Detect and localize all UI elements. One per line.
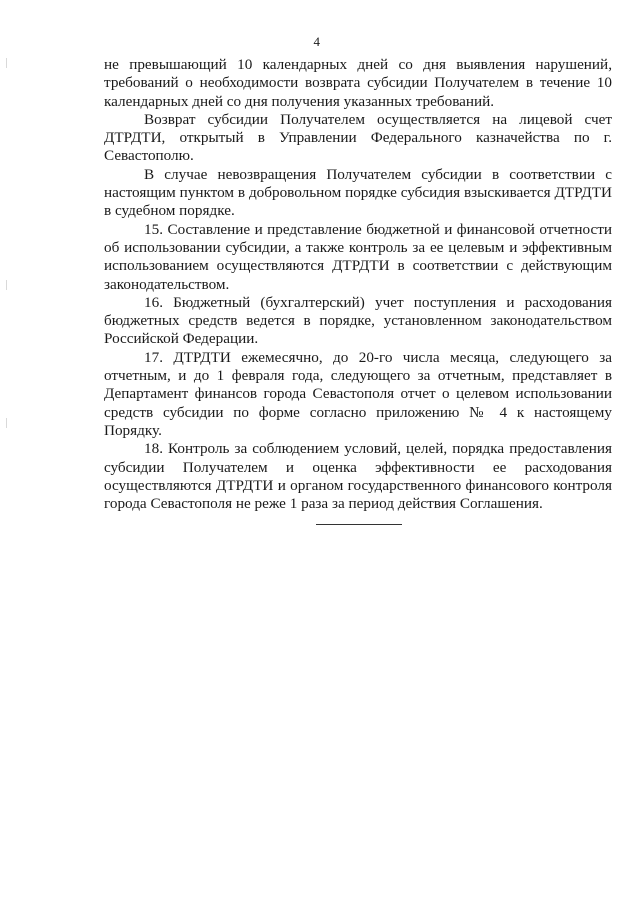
paragraph-15: 15. Составление и представление бюджетной и финансовой отчетности об использовании субсидии, а также контроль за ее целевым и эффективным использованием осуществляются ДТРДТИ в соответствии с действующим законодательством. [104,220,612,293]
scan-margin-mark [6,418,11,428]
paragraph-17: 17. ДТРДТИ ежемесячно, до 20-го числа месяца, следующего за отчетным, и до 1 февраля года, следующего за отчетным, представляет в Департамент финансов города Севастополя отчет о целевом использовании средств субсидии по форме согласно приложению № 4 к настоящему Порядку. [104,348,612,439]
paragraph-nonreturn: В случае невозвращения Получателем субсидии в соответствии с настоящим пунктом в добровольном порядке субсидия взыскивается ДТРДТИ в судебном порядке. [104,165,612,220]
scan-margin-mark [6,280,11,290]
paragraph-continuation: не превышающий 10 календарных дней со дня выявления нарушений, требований о необходимости возврата субсидии Получателем в течение 10 календарных дней со дня получения указанных требований. [104,56,612,110]
document-body [104,56,612,513]
paragraph-18: 18. Контроль за соблюдением условий, целей, порядка предоставления субсидии Получателем и оценка эффективности ее расходования осуществляются ДТРДТИ и органом государственного финансового контроля города Севастополя не реже 1 раза за период действия Соглашения. [104,440,612,513]
paragraph-16: 16. Бюджетный (бухгалтерский) учет поступления и расходования бюджетных средств ведется в порядке, установленном законодательством Российской Федерации. [104,293,612,348]
page-number: 4 [313,34,321,49]
closing-rule [316,524,402,525]
paragraph-return-account: Возврат субсидии Получателем осуществляется на лицевой счет ДТРДТИ, открытый в Управлении Федерального казначейства по г. Севастополю. [104,110,612,165]
scan-margin-mark [6,58,11,68]
